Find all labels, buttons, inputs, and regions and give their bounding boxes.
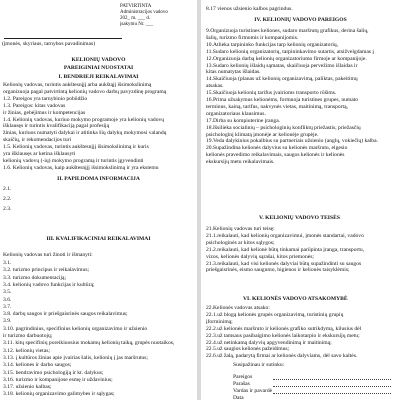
section-5-line: 21.1.reikalauti, kad kelionių organizavimui, įmonės standartai, vadovo <box>206 232 364 239</box>
section-2-line: 2.3. <box>3 206 12 212</box>
approval-org: Administracijos vadovo <box>120 9 168 15</box>
section-6-line: įforminimą; <box>206 318 233 325</box>
section-5-line: 21.3.reikalauti, kad visi kelionės dalyviai būtų supažindinti su saugos <box>206 260 362 267</box>
section-3-line: 3.1. <box>3 260 12 266</box>
section-3-line: 3.4. kelionių vadovo funkcijas ir kultūrą; <box>3 281 95 288</box>
doc-title-line2: PAREIGINIAI NUOSTATAI <box>63 65 134 71</box>
approval-date: 202_ m. ___ d. <box>120 15 151 21</box>
section-4-line: 20.Supažindina kelionės dalyvius su kelionės maršrutu, elgesio <box>206 145 348 152</box>
section-6-line: 22.1.už blogą kelionės grupės organizavimą, turistinių grupių <box>206 311 344 318</box>
section-1-line: 1.2. Pareigos yra tarnybinio pobūdžio <box>3 95 88 102</box>
section-3-line: 3.14. keliones ir darbo saugos; <box>3 362 72 369</box>
doc-title-line1: KELIONIŲ VADOVO <box>71 57 126 63</box>
section-1-line: 1.5. Kelionių vadovas, turintis aukštesnįjį išsimokslinimą ir kuris <box>3 144 149 151</box>
section-5-line: vizos, kelionės dalyvių sąrašai, kitos priemonės; <box>206 253 314 260</box>
section-1-line: organizuoja pagal patvirtintą kelionių vadovo darbų pavyzdinę programą <box>3 88 167 95</box>
section-4-line: 12.Organizuoja darbą kelionių organizatoriumo firmoje ar kompanijoje. <box>206 55 367 62</box>
approval-order: įsakymu Nr. ___ <box>120 21 154 27</box>
section-1-line: yra išklausęs ar ketina išklausyti <box>3 151 76 157</box>
org-underline <box>4 38 122 39</box>
section-4-line: 13.Sudaro kelionių išlaidų sąmatas, skaičiuoja pervežimo išlaidas ir <box>206 62 358 69</box>
section-3-title: III. KVALIFIKACINIAI REIKALAVIMAI <box>46 236 151 242</box>
section-5-line: 21.Kelionių vadovas turi teisę: <box>206 226 275 232</box>
section-6-line: 22.3.už tamsaus pasibaigimo kelionės laikotarpio ir ekskursijų metu; <box>206 332 360 339</box>
section-3-line: 3.11. kitų specifinių poreikiuosius mokamų kelionių taiką, grupės nuotaikos, <box>3 340 175 347</box>
section-3-line: 3.13. į kultūros žinias apie įvairias šalis, kelionių į jas maršrutus; <box>3 354 148 361</box>
acquaintance-line: Susipažinau ir sutinku: <box>233 362 285 368</box>
section-4-line: 11.Sudaro kelionių organizatorių, tarpininkavimo sutartis, atsižvelgdamas į <box>206 48 374 55</box>
section-3-line: 3.16. turizmo ir kompanijose esmę ir uždavinius; <box>3 376 113 383</box>
section-4-title: IV. KELIONIŲ VADOVO PAREIGOS <box>254 17 347 23</box>
approval-title: PATVIRTINTA <box>120 4 152 9</box>
signature-field-line <box>273 379 391 380</box>
section-4-line: šalių, turizmo firmomis ir kompanijomis. <box>206 34 299 41</box>
section-1-line: 1.4. Kelionių vadovas, kuriuo mokymo programoje yra kelionių vadovų <box>3 116 165 123</box>
section-3-intro: Kelionių vadovas turi žinoti ir išmanyti: <box>3 252 93 258</box>
section-4-line: kelionės pravedimo reikalavimais, saugos kelionės ir kelionės <box>206 152 345 159</box>
section-1-line: Kelionių vadovas, turintis aukštesnįjį arba aukštąjį išsimokslinimą <box>3 82 152 88</box>
section-1-title: I. BENDRIEJI REIKALAVIMAI <box>58 74 139 80</box>
section-3-line: 3.3. turizmo dokumentaciją; <box>3 274 67 281</box>
section-4-line: organizatoriaus klausimus. <box>206 110 266 117</box>
section-4-line: 18.Išsilieka socialinių – psichologinių konfliktų priežastis, priežasčių <box>206 124 361 131</box>
section-4-line: atsakas. <box>206 83 224 90</box>
section-4-line: psichologinį klimatą įmonėje ar kelionėje grupėje. <box>206 131 319 138</box>
signature-field-line <box>273 386 391 387</box>
section-4-line: 15.Skaičiuoja kelionių tarifus įvairioms transporto rūšims. <box>206 90 337 97</box>
signature-label: Parašas <box>233 381 250 387</box>
section-3-line: 3.5. <box>3 289 12 296</box>
section-1-line: 1.3. Pareigos: kitas vadovas <box>3 102 66 109</box>
section-6-title: VI. KELIONĖS VADOVO ATSAKOMYBĖ <box>243 296 348 302</box>
section-3-line: 3.12. kelionių vietas; <box>3 347 50 354</box>
section-6-line: 22.6.už žalą, padarytą firmai ar kelionės dalyviams, dėl savo kaltės. <box>206 353 358 360</box>
section-4-line: 16.Prima užsakymus kelionėms, formuoja turistines grupes, numato <box>206 97 359 103</box>
section-3-line: 3.10. pagrindinius, specifinius kelionių organizavimo ir užsienio <box>3 325 148 332</box>
section-3-line: 3.18. kelionių organizavimo galimybes ir sąlygas; <box>3 391 115 398</box>
signature-label: Vardas ir pavardė <box>233 388 273 394</box>
section-1-line: žinias, kuriuos numatyti dalykai ir atitinka šių dalykų mokymosi valandų <box>3 130 167 137</box>
section-2-title: II. PAPILDOMA INFORMACIJA <box>57 176 140 182</box>
section-1-line: 1.6. Kelionių vadovas, kaip aukštesnįjį išsimokslinimą ir yra ekstemu <box>3 164 159 171</box>
section-2-line: 2.2. <box>3 196 12 202</box>
section-1-line: skaičių, ir rekomendacijos turi <box>3 137 72 144</box>
document-page-left <box>0 0 197 400</box>
section-2-line: 2.1. <box>3 186 12 192</box>
section-4-line: ekskursijų metu reikalavimais. <box>206 159 275 166</box>
signature-label: Data <box>233 395 244 400</box>
section-3-line: 3.8. darbų saugos ir priešgaisrinės saugos reikalavimus; <box>3 311 128 318</box>
section-5-line: psichologinės ar kitos sąlygos; <box>206 239 275 246</box>
section-1-line: ir žinias, gebėjimus ir kompetencijas <box>3 109 86 116</box>
section-6-line: 22.5.už saugios kelionės pažeidimus; <box>206 346 290 353</box>
section-5-line: priešgaisrinės, eismo saugumo, higienos ir kelionės taisyklėmis; <box>206 267 350 274</box>
section-4-line: 19.Veda dalykinius pokalbius su partneriais užsienio (anglų, vokiečių) kalba. <box>206 138 378 145</box>
signature-label: Pareigos <box>233 374 253 380</box>
section-1-line: kelionių vadovų (-ių) mokymo programą ir turintis įgyvendinti <box>3 157 144 164</box>
approval-block <box>120 4 192 28</box>
section-4-line: 10.Atlieka tarpininko funkcijas tarp kelionių organizatorių, <box>206 41 339 48</box>
section-4-line: 9.Organizuoja turistines keliones, sudaro maršrutų grafikus, derina šalių, <box>206 28 369 34</box>
section-4-line: kitas numatytas išlaidas. <box>206 69 261 76</box>
signature-field-line <box>273 393 391 394</box>
section-6-line: 22.2.už kelionės maršruto ir kelionės grafiko sutrikdymą, kilusius dėl <box>206 325 362 332</box>
section-3-line: 3.7. <box>3 303 12 310</box>
org-caption: (įmonės, skyriaus, tarnybos pavadinimas) <box>2 41 96 47</box>
section-3-line: 3.6. <box>3 296 12 303</box>
top-line: 8.17 vienos užsienio kalbos pagrindus. <box>206 6 293 12</box>
section-3-line: 3.15. bendravimo psichologiją ir kt. dalykus; <box>3 369 104 376</box>
section-3-line: 3.9. <box>3 318 12 325</box>
section-3-line: ir turizmo darbuotojų; <box>3 333 53 339</box>
section-6-line: 22.4.už netinkamą dalyvių apgyvendinimą ir maitinimą; <box>206 339 332 346</box>
section-4-line: 14.Skaičiuoja (planas už kelionių organizavimą, paliktas, pakeitimų <box>206 76 358 83</box>
section-3-line: 3.17. užsienio kalbas; <box>3 384 52 391</box>
section-5-line: 21.2.reikalauti, kad kelionė būtų tinkamai parūpinta įranga, transportu, <box>206 246 365 253</box>
section-4-line: 17.Dirba su kompiuterine įranga. <box>206 117 281 124</box>
section-4-line: terminus, kainą, tarifus, nakvynės vietas, maitinimą, transportą, <box>206 103 348 110</box>
document-page-right <box>201 0 400 400</box>
section-6-line: 22.Kelionės vadovas atsako: <box>206 305 270 311</box>
section-1-line: išklausęs ir turintis kvalifikaciją pagal profesiją <box>3 123 110 130</box>
section-5-title: V. KELIONIŲ VADOVO TEISĖS <box>259 215 340 221</box>
section-3-line: 3.2. turizmo principus ir reikalavimus; <box>3 267 90 274</box>
